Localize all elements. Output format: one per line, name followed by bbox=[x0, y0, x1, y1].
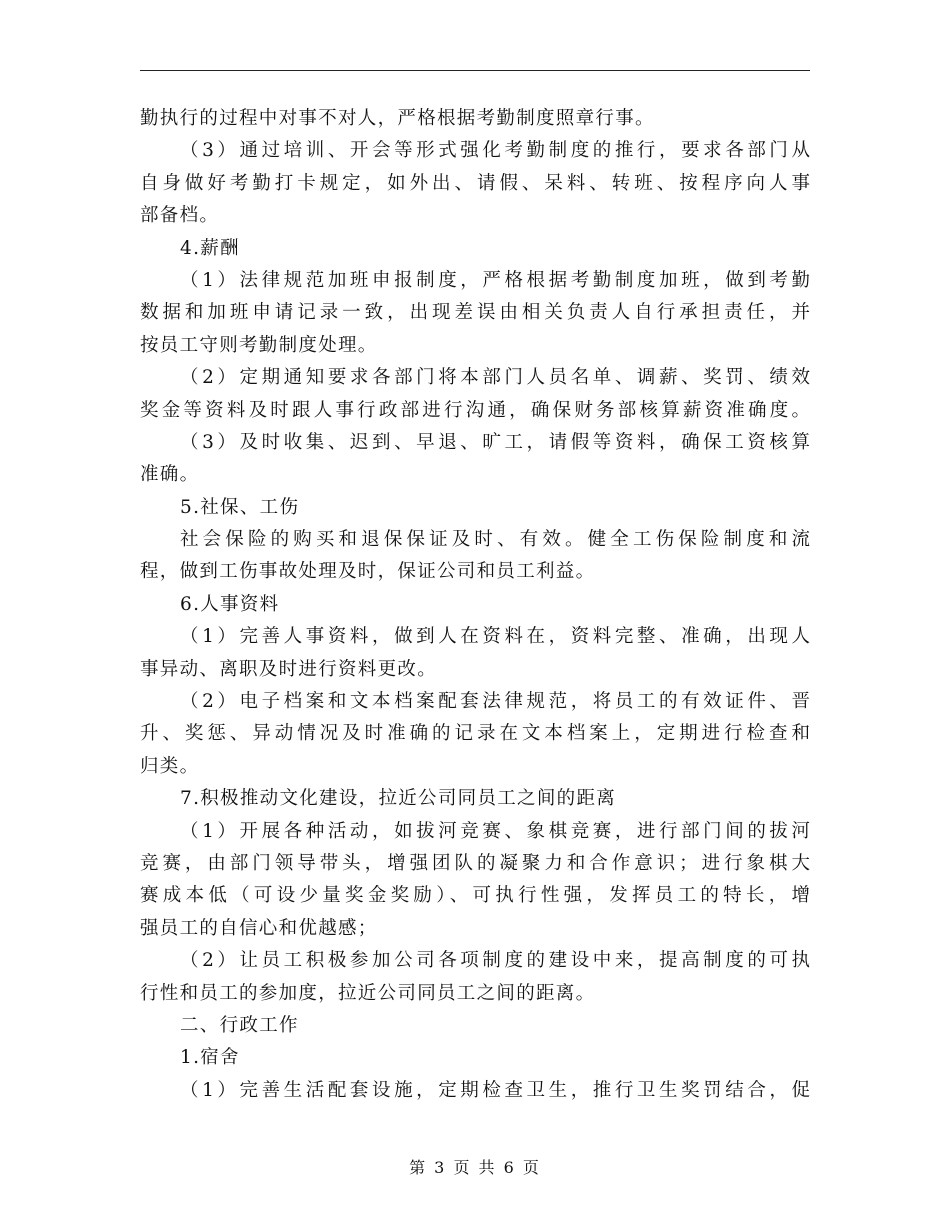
paragraph-line: 强员工的自信心和优越感； bbox=[140, 917, 378, 939]
paragraph-line: 奖金等资料及时跟人事行政部进行沟通，确保财务部核算薪资准确度。 bbox=[140, 399, 810, 421]
section-heading: 7.积极推动文化建设，拉近公司同员工之间的距离 bbox=[180, 788, 617, 810]
paragraph-line: 数据和加班申请记录一致，出现差误由相关负责人自行承担责任，并 bbox=[140, 302, 810, 324]
paragraph-line: （3）通过培训、开会等形式强化考勤制度的推行，要求各部门从 bbox=[180, 140, 810, 162]
paragraph-line: 程，做到工伤事故处理及时，保证公司和员工利益。 bbox=[140, 561, 596, 583]
document-body bbox=[140, 103, 810, 1107]
section-heading: 4.薪酬 bbox=[180, 237, 240, 259]
paragraph-line: （2）定期通知要求各部门将本部门人员名单、调薪、奖罚、绩效 bbox=[180, 367, 810, 389]
page-footer: 第 3 页 共 6 页 bbox=[409, 1158, 541, 1177]
paragraph-line: （2）电子档案和文本档案配套法律规范，将员工的有效证件、晋 bbox=[180, 691, 810, 713]
paragraph-line: （1）完善生活配套设施，定期检查卫生，推行卫生奖罚结合，促 bbox=[180, 1079, 810, 1101]
paragraph-line: （2）让员工积极参加公司各项制度的建设中来，提高制度的可执 bbox=[180, 950, 810, 972]
paragraph-line: 准确。 bbox=[140, 464, 200, 486]
paragraph-line: 行性和员工的参加度，拉近公司同员工之间的距离。 bbox=[140, 982, 596, 1004]
paragraph-line: 归类。 bbox=[140, 755, 200, 777]
section-heading: 二、行政工作 bbox=[180, 1014, 299, 1036]
paragraph-line: （1）开展各种活动，如拔河竞赛、象棋竞赛，进行部门间的拔河 bbox=[180, 820, 810, 842]
paragraph-line: （1）法律规范加班申报制度，严格根据考勤制度加班，做到考勤 bbox=[180, 269, 810, 291]
paragraph-line: （1）完善人事资料，做到人在资料在，资料完整、准确，出现人 bbox=[180, 626, 810, 648]
section-heading: 5.社保、工伤 bbox=[180, 496, 300, 518]
paragraph-line: 自身做好考勤打卡规定，如外出、请假、呆料、转班、按程序向人事 bbox=[140, 172, 810, 194]
paragraph-line: 社会保险的购买和退保保证及时、有效。健全工伤保险制度和流 bbox=[180, 529, 810, 551]
paragraph-line: 竞赛，由部门领导带头，增强团队的凝聚力和合作意识；进行象棋大 bbox=[140, 852, 810, 874]
paragraph-line: 勤执行的过程中对事不对人，严格根据考勤制度照章行事。 bbox=[140, 108, 655, 129]
section-heading: 6.人事资料 bbox=[180, 593, 280, 615]
paragraph-line: 升、奖惩、异动情况及时准确的记录在文本档案上，定期进行检查和 bbox=[140, 723, 810, 745]
section-heading: 1.宿舍 bbox=[180, 1047, 240, 1069]
paragraph-line: 按员工守则考勤制度处理。 bbox=[140, 334, 378, 356]
header-rule bbox=[140, 70, 810, 71]
paragraph-line: 事异动、离职及时进行资料更改。 bbox=[140, 658, 438, 680]
paragraph-line: 部备档。 bbox=[140, 205, 220, 227]
paragraph-line: 赛成本低（可设少量奖金奖励）、可执行性强，发挥员工的特长，增 bbox=[140, 885, 810, 907]
paragraph-line: （3）及时收集、迟到、早退、旷工，请假等资料，确保工资核算 bbox=[180, 431, 810, 453]
